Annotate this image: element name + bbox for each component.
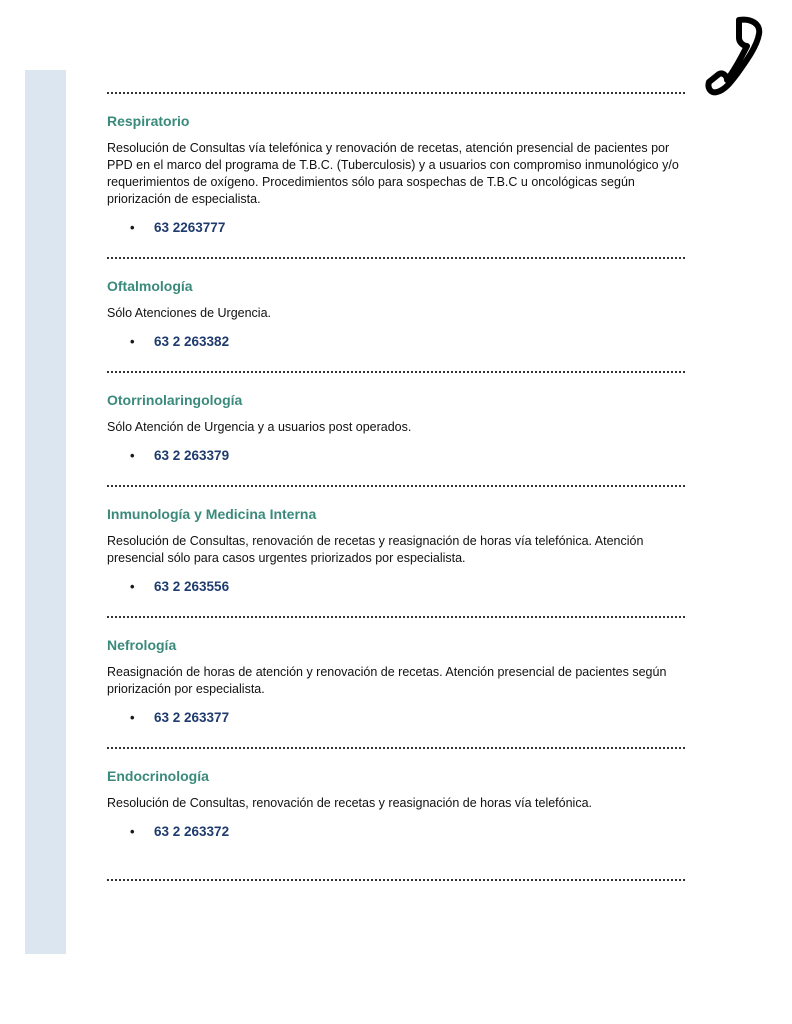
bullet: • (130, 220, 135, 235)
bullet: • (130, 710, 135, 725)
bullet: • (130, 448, 135, 463)
bullet: • (130, 824, 135, 839)
section-otorrinolaringologia (107, 391, 685, 465)
section-endocrinologia (107, 767, 685, 841)
phone-icon (703, 16, 765, 102)
section-inmunologia (107, 505, 685, 596)
section-respiratorio (107, 112, 685, 237)
divider (107, 92, 685, 94)
phone-number-text: 63 2 263382 (154, 334, 230, 349)
divider (107, 616, 685, 618)
section-oftalmologia (107, 277, 685, 351)
phone-list (107, 219, 685, 237)
phone-list (107, 578, 685, 596)
phone-number-text: 63 2 263377 (154, 710, 230, 725)
phone-number (107, 447, 685, 465)
section-description: Resolución de Consultas, renovación de recetas y reasignación de horas vía telefónica. (107, 796, 593, 810)
section-description: Resolución de Consultas, renovación de recetas y reasignación de horas vía telefónica. Atención presencial sólo para casos urgentes priorizados por especialista. (107, 534, 644, 565)
section-description: Resolución de Consultas vía telefónica y renovación de recetas, atención presencial de pacientes por PPD en el marco del programa de T.B.C. (Tuberculosis) y a usuarios con compromiso inmunológico y/o requerimientos de oxígeno. Procedimientos sólo para sospechas de T.B.C u oncológicas según priorización de especialista. (107, 141, 679, 206)
document-content (107, 92, 685, 899)
section-title: Respiratorio (107, 113, 190, 129)
divider (107, 879, 685, 881)
bullet: • (130, 579, 135, 594)
phone-number-text: 63 2 263379 (154, 448, 230, 463)
phone-number (107, 709, 685, 727)
phone-number (107, 578, 685, 596)
phone-number (107, 333, 685, 351)
section-description: Reasignación de horas de atención y renovación de recetas. Atención presencial de pacientes según priorización por especialista. (107, 665, 667, 696)
section-description: Sólo Atenciones de Urgencia. (107, 306, 271, 320)
divider (107, 747, 685, 749)
phone-list (107, 333, 685, 351)
phone-number-text: 63 2263777 (154, 220, 226, 235)
phone-number (107, 823, 685, 841)
section-title: Nefrología (107, 637, 177, 653)
section-title: Otorrinolaringología (107, 392, 243, 408)
divider (107, 371, 685, 373)
side-bar (25, 70, 66, 954)
phone-number (107, 219, 685, 237)
section-title: Inmunología y Medicina Interna (107, 506, 317, 522)
phone-list (107, 823, 685, 841)
bullet: • (130, 334, 135, 349)
divider (107, 485, 685, 487)
section-description: Sólo Atención de Urgencia y a usuarios post operados. (107, 420, 412, 434)
section-title: Oftalmología (107, 278, 193, 294)
section-title: Endocrinología (107, 768, 209, 784)
divider (107, 257, 685, 259)
section-nefrologia (107, 636, 685, 727)
phone-number-text: 63 2 263556 (154, 579, 230, 594)
phone-list (107, 709, 685, 727)
phone-list (107, 447, 685, 465)
phone-number-text: 63 2 263372 (154, 824, 230, 839)
